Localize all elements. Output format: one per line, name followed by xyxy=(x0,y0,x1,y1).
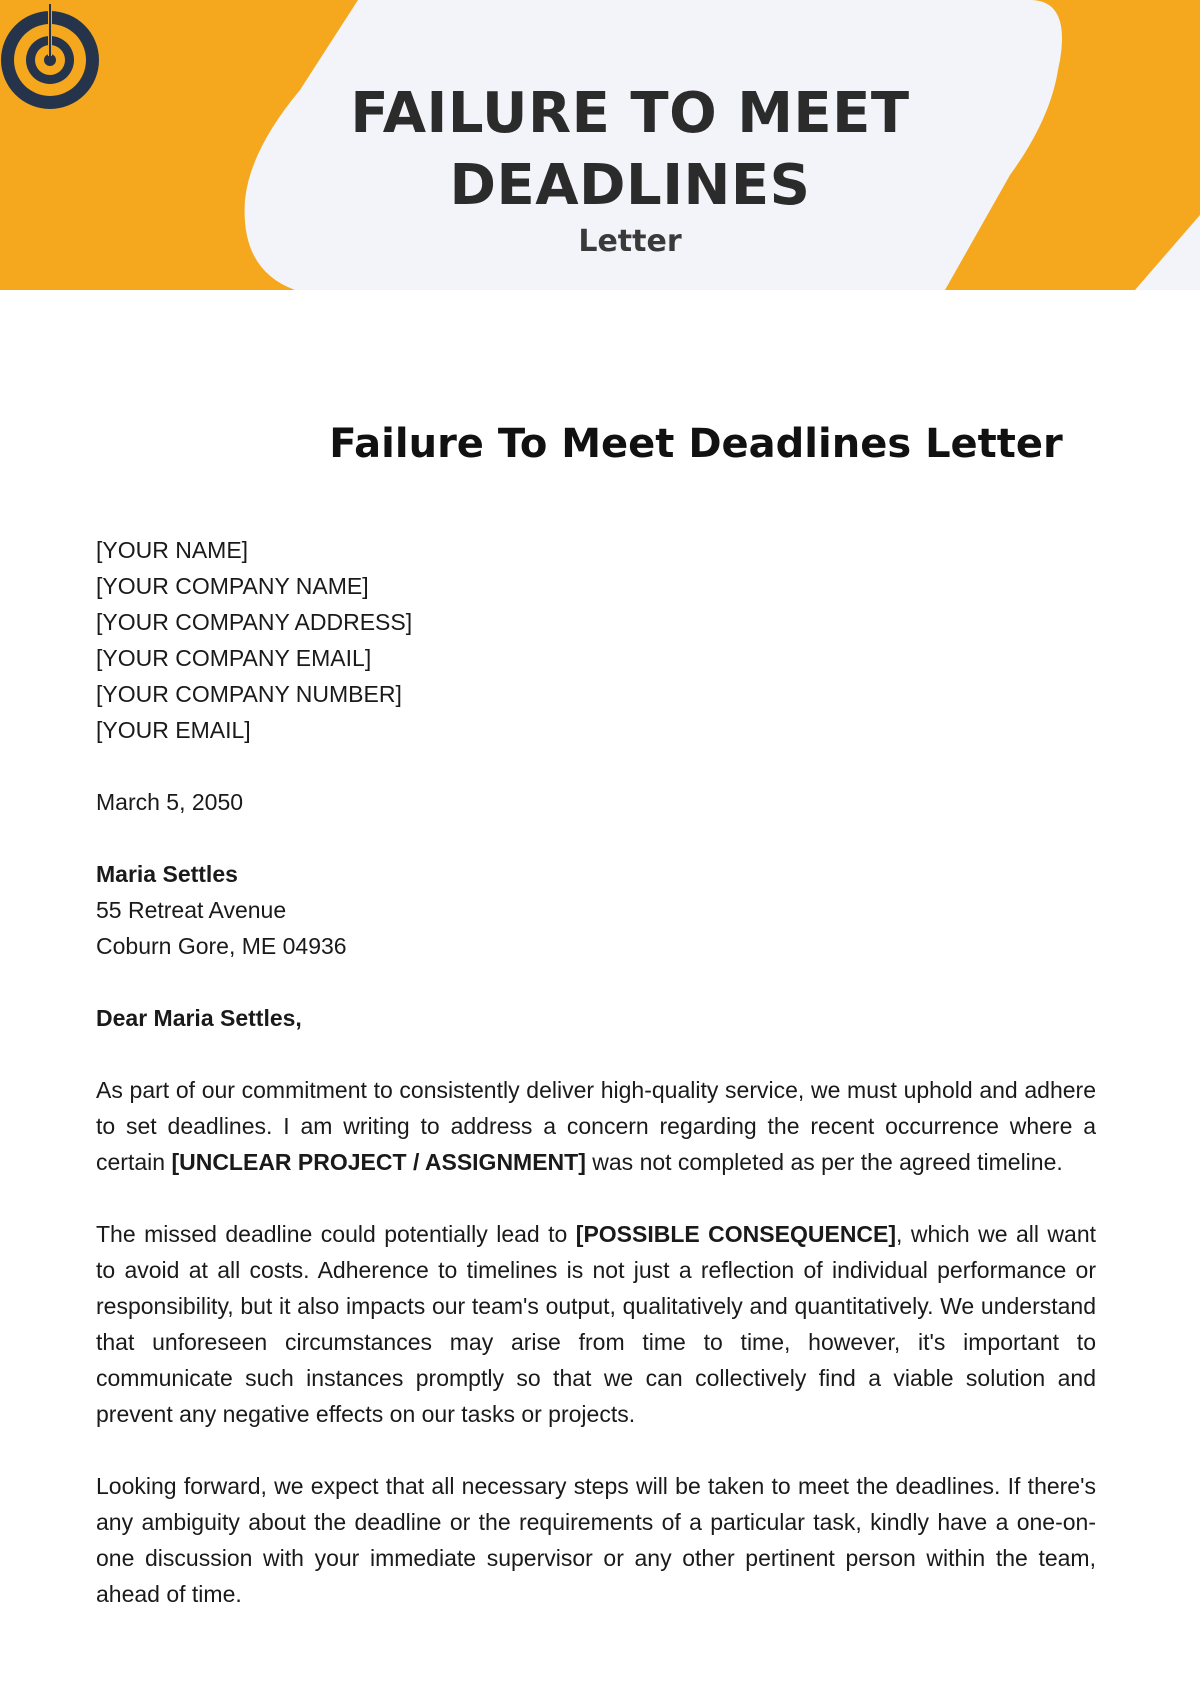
paragraph-text: was not completed as per the agreed timeline. xyxy=(585,1149,1063,1175)
placeholder-consequence: [POSSIBLE CONSEQUENCE] xyxy=(575,1221,897,1247)
sender-line: [YOUR COMPANY EMAIL] xyxy=(96,645,372,671)
sender-line: [YOUR EMAIL] xyxy=(96,717,251,743)
sender-line: [YOUR COMPANY NAME] xyxy=(96,573,369,599)
sender-line: [YOUR COMPANY ADDRESS] xyxy=(96,609,413,635)
target-icon xyxy=(0,0,104,112)
sender-line: [YOUR NAME] xyxy=(96,537,249,563)
recipient-name: Maria Settles xyxy=(96,861,238,887)
banner-title-line-2: DEADLINES xyxy=(449,153,811,218)
banner-title xyxy=(280,78,980,222)
recipient-address-line-2: Coburn Gore, ME 04936 xyxy=(96,933,347,959)
paragraph-text: As part of our commitment to consistently deliver high-quality service, we must uphold and adhere to set deadlines. I am writing to address a concern regarding the recent occurrence where a certain xyxy=(96,1077,1096,1175)
document-title: Failure To Meet Deadlines Letter xyxy=(329,421,1063,467)
paragraph-1 xyxy=(96,1072,1096,1180)
paragraph-2 xyxy=(96,1216,1096,1432)
recipient-block xyxy=(96,856,1096,964)
salutation: Dear Maria Settles, xyxy=(96,1005,302,1031)
banner-subtitle: Letter xyxy=(578,224,682,259)
paragraph-3: Looking forward, we expect that all necessary steps will be taken to meet the deadlines. If there's any ambiguity about the deadline or the requirements of a particular task, kindly have a one-on-one discussion with your immediate supervisor or any other pertinent person within the team, ahead of time. xyxy=(96,1473,1096,1607)
banner-title-line-1: FAILURE TO MEET xyxy=(350,81,910,146)
sender-line: [YOUR COMPANY NUMBER] xyxy=(96,681,402,707)
sender-block xyxy=(96,532,1096,748)
header-banner xyxy=(0,0,1200,290)
recipient-address-line-1: 55 Retreat Avenue xyxy=(96,897,287,923)
paragraph-text: , which we all want to avoid at all costs. Adherence to timelines is not just a reflection of individual performance or responsibility, but it also impacts our team's output, qualitatively and quantitatively. We understand that unforeseen circumstances may arise from time to time, however, it's important to communicate such instances promptly so that we can collectively find a viable solution and prevent any negative effects on our tasks or projects. xyxy=(96,1221,1097,1427)
paragraph-text: The missed deadline could potentially lead to xyxy=(96,1221,576,1247)
letter-body xyxy=(96,532,1096,1612)
letter-date: March 5, 2050 xyxy=(96,789,244,815)
placeholder-project: [UNCLEAR PROJECT / ASSIGNMENT] xyxy=(171,1149,586,1175)
